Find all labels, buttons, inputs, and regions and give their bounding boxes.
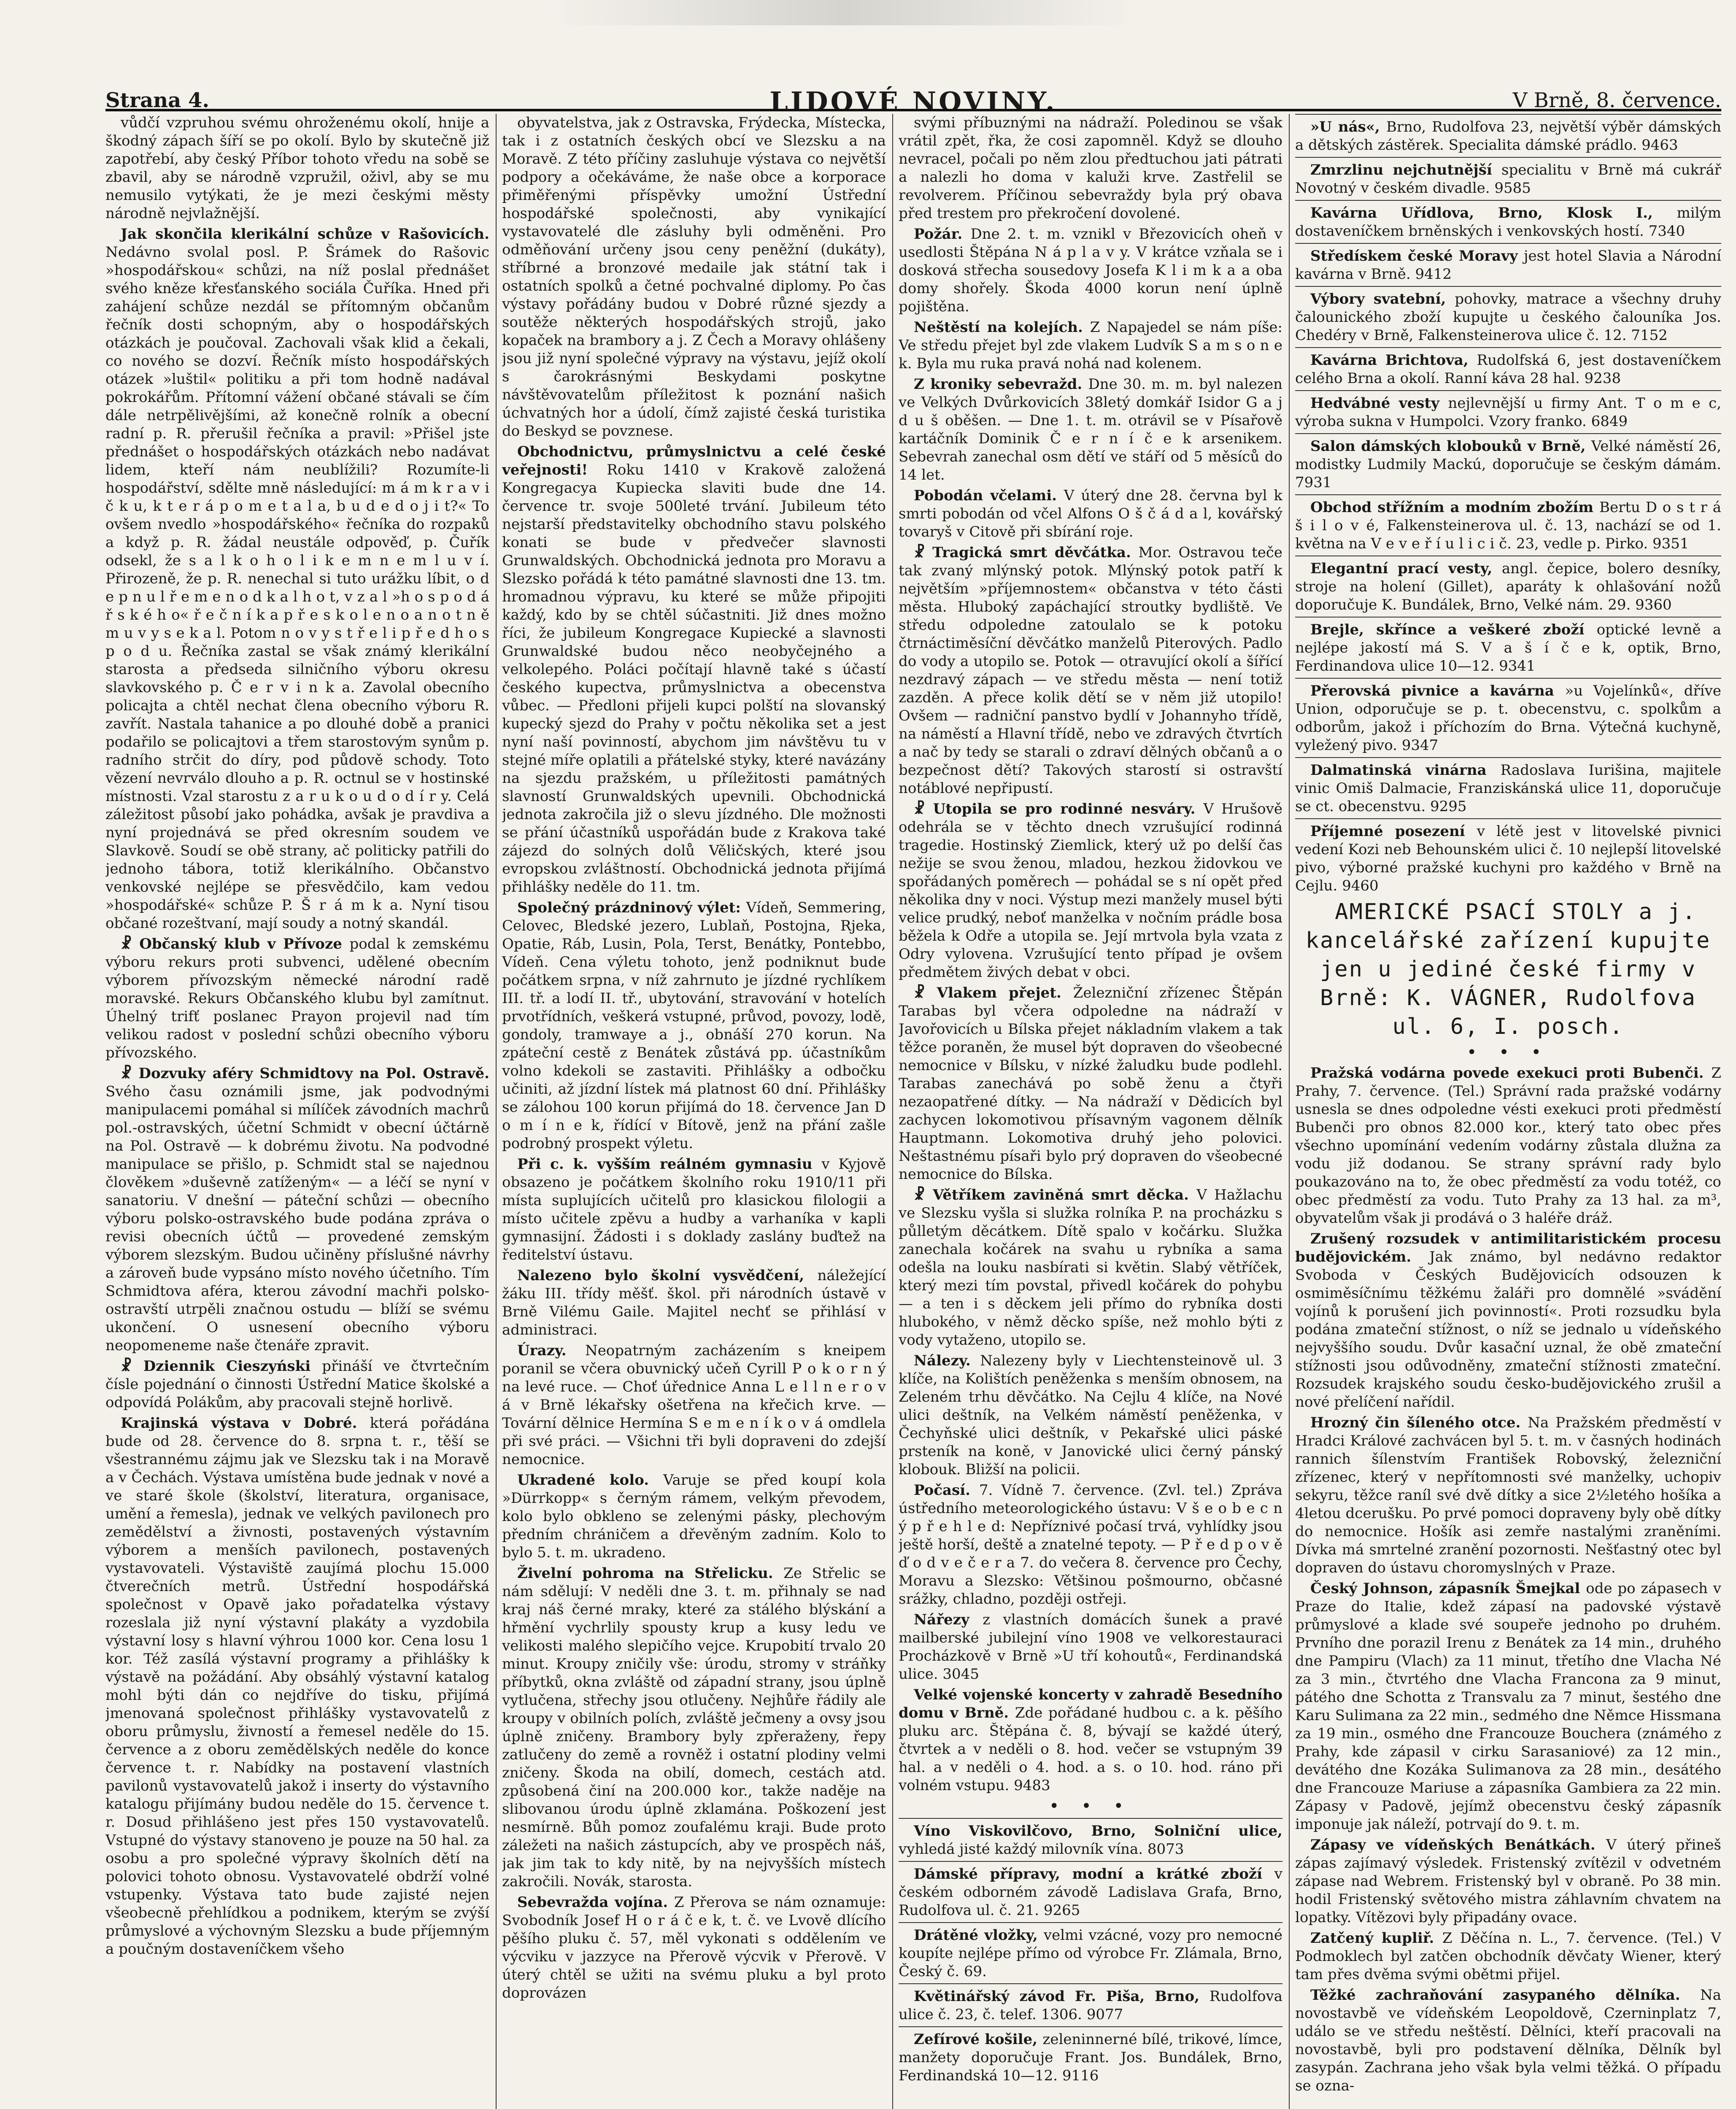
article-headline: Pražská vodárna povede exekuci proti Bubenči.	[1310, 1065, 1712, 1081]
article-body: Brno, Rudolfova 23, největší výběr dámských a dětských zástěrek. Specialita dámské prádlo. 9463	[1295, 119, 1721, 154]
advertisement	[1295, 818, 1721, 895]
article-headline: Nářezy	[914, 1611, 983, 1628]
article-headline: Zápasy ve vídeňských Benátkách.	[1310, 1837, 1606, 1853]
article-body: Vídeň, Semmering, Celovec, Bledské jezero, Lublaň, Postojna, Rjeka, Opatie, Ráb, Lusin, Pola, Terst, Benátky, Pontebbo, Vídeň. Cena výletu tohoto, jenž podniknut bude počátkem srpna, v níž zahrnuto je jízdné rychlíkem III. tř. a lodí II. tř., ubytování, stravování v hotelích prvotřídních, veškerá vstupné, průvod, povozy, lodě, gondoly, tramwaye a j., obnáší 270 korun. Na zpáteční cestě z Benátek zůstává pp. účastníkům volno kdekoli se zastaviti. Přihlášky a odbočku učiniti, až jízdní lístek má platnost 60 dní. Přihlášky se zálohou 100 korun přijímá do 18. července Jan D o m í n e k, řídící v Bítově, jenž na přání zašle podrobný prospekt výletu.	[502, 899, 886, 1152]
article-headline: ☧ Utopila se pro rodinné nesváry.	[914, 801, 1204, 817]
news-article	[899, 1686, 1282, 1795]
article-body: milým dostaveníčkem brněnských i venkovských hostí. 7340	[1295, 205, 1721, 240]
article-headline: ☧ Občanský klub v Přívoze	[121, 936, 350, 952]
article-body: Varuje se před koupí kola »Dürrkopp« s černým rámem, velkým převodem, kolo bylo obkleno se zelenými pásky, plechovým předním chráničem a dřevěným zadním. Kolo to bylo 5. t. m. ukradeno.	[502, 1472, 886, 1561]
column-1	[105, 114, 489, 2109]
news-article	[1295, 1929, 1721, 1984]
article-headline: Jak skončila klerikální schůze v Rašovicích.	[121, 226, 489, 243]
article-body: • • •	[1049, 1796, 1132, 1816]
article-headline: Zmrzlinu nejchutnější	[1310, 162, 1501, 178]
article-body: Velké náměstí 26, modistky Ludmily Mackú, doporučuje se českým dámám. 7931	[1295, 438, 1721, 491]
article-headline: Elegantní prací vesty,	[1310, 560, 1502, 577]
article-body: V úterý přineš zápas zajímavý výsledek. Fristenský zvítězil v odvetném zápase nad Webrem. Fristenský byl v obraně. Po 38 min. hodil Fristenský světového mistra záhlavním chvatem na lopatky. Vítězovi byly připadány ovace.	[1295, 1837, 1721, 1926]
article-body: Radoslava Iurišina, majitele vinic Omiš Dalmacie, Franziskánská ulice 11, doporučuje se ct. obecenstvu. 9295	[1295, 762, 1721, 815]
article-headline: Živelní pohroma na Střelicku.	[517, 1565, 784, 1582]
article-headline: Sebevražda vojína.	[517, 1894, 674, 1911]
article-headline: Středískem české Moravy	[1310, 248, 1524, 264]
article-headline: Kavárna Brichtova,	[1310, 352, 1477, 369]
article-body: v létě jest v litovelské pivnici vedení Kozi neb Behounském ulici č. 10 nejlepší litovelské pivo, výborné pražské kuchyni pro každého v Brně na Cejlu. 9460	[1295, 823, 1721, 894]
article-body: Železniční zřízenec Štěpán Tarabas byl včera odpoledne na nádraží v Javořovicích u Bílska přejet nákladním vlakem a tak těžce poraněn, že musel být dopraven do všeobecné nemocnice v Bílsku, v nízké žaludku bude podlehl. Tarabas zanechává po sobě ženu a čtyři nezaopatřené dítky. — Na nádraží v Dědicích byl zachycen lokomotivou přísavným vagonem dělník Hauptmann. Lokomotiva druhý jeho polovici. Neštastnému písaři bylo prý dopraven do všeobecné nemocnice do Bílska.	[899, 984, 1282, 1183]
article-body: Z Děčína n. L., 7. července. (Tel.) V Podmoklech byl zatčen obchodník děvčaty Wiener, který tam přes dvěma svými obětmi přijel.	[1295, 1930, 1721, 1983]
section-divider	[899, 1797, 1282, 1815]
article-body: V Hrušově odehrála se v těchto dnech vzrušující rodinná tragedie. Hostinský Ziemlick, který už po delší čas nežije se svou ženou, mladou, hezkou židovkou ve spořádaných poměrech — pohádal se s ní opět před několika dny v noci. Výstup mezi manžely musel býti velice prudký, neboť manželka v nočním prádle bosa běžela k Odře a utopila se. Její mrtvola byla vzata z Odry vylovena. Vzrušující tento případ je ovšem předmětem živých debat v obci.	[899, 801, 1282, 981]
article-body: Na novostavbě ve vídeňském Leopoldově, Czerninplatz 7, událo se ve středu neštěstí. Dělníci, kteří pracovali na novostavbě, byli pro podstavení dělníka, Dělník byl zasypán. Zachrana jeho však byla velmi těžká. O případu se ozna-	[1295, 1987, 1721, 2094]
advertisement	[1295, 678, 1721, 755]
article-headline: Český Johnson, zápasník Šmejkal	[1310, 1580, 1586, 1597]
article-headline: Velké vojenské koncerty v zahradě Besedního domu v Brně.	[899, 1686, 1282, 1721]
article-headline: Dalmatinská vinárna	[1310, 762, 1501, 779]
advertisement	[1295, 390, 1721, 431]
article-headline: Výbory svatební,	[1310, 291, 1455, 307]
article-body: Dne 2. t. m. vznikl v Březovicích oheň v usedlosti Štěpána N á p l a v y. V krátce vzňala se i dosková střecha sousedovy Josefa K l i m k a a oba domy shořely. Škoda 4000 korun není úplně pojištěna.	[899, 226, 1282, 315]
advertisement	[1295, 243, 1721, 283]
article-headline: Drátěné vložky,	[914, 1927, 1044, 1944]
advertisement	[1295, 157, 1721, 197]
advertisement	[1295, 433, 1721, 492]
article-headline: Víno Viskovilčovo, Brno, Solniční ulice,	[914, 1823, 1282, 1839]
article-body: v Kyjově obsazeno je počátkem školního roku 1910/11 při místa suplujících učitelů pro klasickou filologii a místo učitele zpěvu a hudby a varhaníka v kapli gymnasijní. Žádosti i s doklady zaslány buďtež na ředitelství ústavu.	[502, 1156, 886, 1263]
article-body: optické levně a nejlépe jakostí má S. V a š í č e k, optik, Brno, Ferdinandova ulice 10—12. 9341	[1295, 621, 1721, 674]
article-headline: Salon dámských klobouků v Brně,	[1310, 438, 1591, 455]
news-article	[502, 1893, 886, 2002]
article-body: v českém odborném závodě Ladislava Grafa, Brno, Rudolfova ul. č. 21. 9265	[899, 1866, 1282, 1919]
article-body: angl. čepice, bolero desníky, stroje na holení (Gillet), aparáty k ohlašování nožů doporučuje K. Bundálek, Brno, Velké nám. 29. 9360	[1295, 560, 1721, 613]
article-body: náležející žáku III. třídy měšť. škol. při národních ústavě v Brně Vilému Gaile. Majitel nechť se přihlásí v administraci.	[502, 1267, 886, 1338]
column-separator	[892, 114, 893, 2109]
article-body: Jak známo, byl nedávno redaktor Svoboda v Českých Budějovicích odsouzen k osmiměsíčnímu těžkému žaláři pro domnělé »svádění vojínů k porušení jich povinností«. Proti rozsudku byla podána zmateční stížnost, o níž se jednalo u vídeňského nejvyššího soudu. Dvůr kasační uznal, že obě zmateční stížnosti jsou odůvodněny, zmateční stížnosti zmateční. Rozsudek krajského soudu česko-budějovického zrušil a nové přelíčení nařídil.	[1295, 1249, 1721, 1410]
article-body: z vlastních domácích šunek a pravé mailberské jubilejní víno 1908 ve velkorestauraci Procházkově v Brně »U tří kohoutů«, Ferdinandská ulice. 3045	[899, 1611, 1282, 1683]
article-body: Dne 30. m. m. byl nalezen ve Velkých Dvůrkovicích 38letý domkář Isidor G a j d u š oběšen. — Dne 1. t. m. otrávil se v Písařově kartáčník Dominik Č e r n í č e k arsenikem. Sebevrah zanechal osm dětí ve stáří od 5 měsíců do 14 let.	[899, 376, 1282, 483]
article-body: Z Napajedel se nám píše: Ve středu přejet byl zde vlakem Ludvík S a m s o n e k. Byla mu ruka pravá nohá nad kolenem.	[899, 319, 1282, 372]
article-headline: Počasí.	[914, 1482, 980, 1499]
column-2	[502, 114, 886, 2109]
article-headline: Krajinská výstava v Dobré.	[121, 1415, 370, 1432]
news-article	[502, 1471, 886, 1562]
news-article	[1295, 1230, 1721, 1411]
news-article	[105, 225, 489, 933]
article-body: Neopatrným zacházením s kneipem poranil se včera obuvnický učeň Cyrill P o k o r n ý na levé ruce. — Choť úřednice Anna L e l l n e r o v á v Brně lékařsky ošetřena na křečich krve. — Tovární dělnice Hermína S e m e n í k o v á omdlela při své práci. — Všichni tři byli dopraveni do zdejší nemocnice.	[502, 1342, 886, 1468]
article-body: ode po zápasech v Praze do Italie, kdež zápasí na padovské výstavě průmyslové a klade své soupeře jednoho po druhém. Prvního dne porazil Irenu z Benátek za 14 min., druhého dne Pampiru (Vlach) za 11 minut, třetího dne Vlacha Né za 3 min., čtvrtého dne Vlacha Francona za 9 minut, pátého dne Schotta z Transvalu za 7 minut, šestého dne Karu Sulimana za 22 min., sedmého dne Němce Hissmana za 19 min., osmého dne Francouze Bouchera (známého z Prahy, kde zápasil v cirku Sarasaniové) za 12 min., devátého dne Kozáka Sulimanova za 28 min., desátého dne Francouze Mariuse a zápasníka Gambiera za 22 min. Zápasy v Padově, jejímž obecenstvu český zápasník imponuje jak náleží, potrvají do 9. t. m.	[1295, 1580, 1721, 1833]
article-headline: ☧ Větříkem zaviněná smrt děcka.	[914, 1187, 1197, 1203]
article-body: »u Vojelínků«, dříve Union, odporučuje se p. t. obecenstvu, c. spolkům a odborům, jakož i příchozím do Brna. Výtečná kuchyně, vyležený pivo. 9347	[1295, 682, 1721, 754]
article-headline: Při c. k. vyšším reálném gymnasiu	[517, 1156, 822, 1173]
article-headline: Hedvábné vesty	[1310, 395, 1448, 412]
advertisement	[1295, 114, 1721, 154]
article-headline: ☧ Dziennik Cieszyński	[121, 1358, 322, 1375]
article-headline: ☧ Dozvuky aféry Schmidtovy na Pol. Ostravě.	[121, 1065, 489, 1082]
news-article	[899, 318, 1282, 373]
page-number: Strana 4.	[105, 89, 210, 112]
article-body: Svého času oznámili jsme, jak podvodnými manipulacemi pomáhal si mílíček závodních machrů pol.-ostravských, účetní Schmidt v obecní účtárně na Pol. Ostravě — k dobrému životu. Na podvodné manipulace se přišlo, p. Schmidt stal se najednou člověkem »duševně zatíženým« — a léčí se nyní v sanatoriu. V dnešní — páteční schůzi — obecního výboru polsko-ostravského bude podána zpráva o revisi obecních účtů — provedené zemským výborem slezským. Budou učiněny příslušné návrhy a zároveň bude vypsáno místo nového účetního. Tím Schmidtova aféra, kterou závodní machři polsko-ostravští utrpěli značnou ostudu — blíží se svému ukončení. O usnesení obecního výboru neopomeneme naše čtenáře zpravit.	[105, 1083, 489, 1354]
news-article	[105, 1357, 489, 1412]
article-body: přináší ve čtvrtečním čísle pojednání o činnosti Ústřední Matice školské a odpovídá Polákům, aby pracovali stejně horlivě.	[105, 1358, 489, 1411]
article-body: Mor. Ostravou teče tak zvaný mlýnský potok. Mlýnský potok patří k největším »příjemnostem« občanstva v této části města. Hluboký zapáchající stroutky bydliště. Ve středu odpoledne zatoulalo se k potoku čtrnáctiměsíční děvčátko manželů Piterových. Padlo do vody a utopilo se. Potok — otravující okolí a šířící nezdravý zápach — ve středu města — není totiž zazděn. A přece kolik dětí se v něm již utopilo! Ovšem — radniční panstvo bydlí v Johannyho třídě, na náměstí a Hlavní třídě, nebo ve zdravých čtvrtích a nač by tedy se starali o zdraví dělných občanů a o bezpečnost dětí? Takových starostí si ostravští notáblové nepřipustí.	[899, 544, 1282, 797]
news-article	[899, 800, 1282, 982]
article-headline: Společný prázdninový výlet:	[517, 899, 746, 916]
article-headline: Nálezy.	[914, 1352, 980, 1369]
article-body: obyvatelstva, jak z Ostravska, Frýdecka, Místecka, tak i z ostatních českých obcí ve Slezsku a na Moravě. Z této příčiny zasluhuje výstava co největší podpory a očekáváme, že naše obce a korporace přiměřenými příspěvky umožní Ústřední hospodářské společnosti, aby vynikající vystavovatelé dle zásluhy byli odměněni. Pro odměňování určeny jsou ceny peněžní (dukáty), stříbrné a bronzové medaile jak státní tak i ostatních spolků a četné pochvalné diplomy. Po čas výstavy pořádány budou v Dobré různé sjezdy a soutěže některých hospodářských strojů, jako kopaček na brambory a j. Z Čech a Moravy ohlášeny jsou již nyní společné výpravy na výstavu, jejíž okolí s čarokrásnými Beskydami poskytne návštěvovatelům příležitost k poznání našich úchvatných hor a údolí, čímž zajisté česká turistika do Beskyd se povznese.	[502, 114, 886, 440]
article-headline: Požár.	[914, 226, 971, 243]
header-rule	[105, 109, 1721, 111]
column-separator	[1289, 114, 1290, 2109]
column-4	[1295, 114, 1721, 2109]
news-article	[899, 375, 1282, 484]
article-headline: »U nás«,	[1310, 119, 1386, 135]
article-body: AMERICKÉ PSACÍ STOLY a j. kancelářské zařízení kupujte jen u jediné české firmy v Brně: K. VÁGNER, Rudolfova ul. 6, I. posch.	[1305, 899, 1711, 1039]
news-article	[899, 1352, 1282, 1479]
article-body: Bertu D o s t r á š i l o v é, Falkensteinerova ul. č. 13, nachází se od 1. května na V e v e ř í u l i c i č. 23, vedle p. Pirko. 9351	[1295, 499, 1721, 552]
news-article	[1295, 1836, 1721, 1927]
article-body: podal k zemskému výboru rekurs proti subvenci, udělené obecním výborem přívozským německé národní radě moravské. Rekurs Občanského klubu byl zamítnut. Úhelný trifť poslanec Prayon projevil nad tím velikou radost v poslední schůzi obecního výboru přívozského.	[105, 936, 489, 1061]
advertisement	[1295, 286, 1721, 345]
news-article	[105, 935, 489, 1062]
article-body: V Hažlachu ve Slezsku vyšla si služka rolníka P. na procházku s půlletým děcátkem. Dítě spalo v kočárku. Služka zanechala kočárek na svahu u rybníka a sama odešla na louku nasbírati si květin. Slabý větříček, který mezi tím povstal, přivedl kočárek do pohybu — a ten i s děckem jeli přímo do rybníka dosti hlubokého, v němž děcko spíše, než mohlo býti z vody vytaženo, utopilo se.	[899, 1187, 1282, 1348]
news-article	[502, 899, 886, 1153]
news-article	[502, 1564, 886, 1891]
advertisement	[899, 1818, 1282, 1858]
article-headline: Obchodnictvu, průmyslnictvu a celé české veřejnosti!	[502, 443, 886, 478]
display-advertisement	[1295, 898, 1721, 1041]
news-article	[502, 1267, 886, 1339]
article-headline: Těžké zachraňování zasypaného dělníka.	[1310, 1987, 1700, 2004]
news-article	[1295, 1064, 1721, 1227]
article-headline: Pobodán včelami.	[914, 487, 1064, 504]
article-body: vůdčí vzpruhou svému ohroženému okolí, hnije a škodný zápach šíří se po okolí. Bylo by skutečně již zapotřebí, aby český Příbor tohoto vředu na sobě se zbavil, aby se národně vzpružil, oživl, aby se mu nemusilo vytýkati, že je mezi českými městy národně nejvlažnější.	[105, 114, 489, 222]
article-body: 7. Vídně 7. července. (Zvl. tel.) Zpráva ústředního meteorologického ústavu: V š e o b e c n ý p ř e h l e d: Nepříznivé počasí trvá, vyhlídky jsou ještě horší, deště a znatelné tepoty. — P ř e d p o v ě ď o d v e č e r a 7. do večera 8. července pro Čechy, Moravu a Slezsko: Většinou pošmourno, občasné srážky, chladno, později ostřeji.	[899, 1482, 1282, 1607]
news-article	[502, 114, 886, 440]
article-headline: Hrozný čin šíleného otce.	[1310, 1414, 1528, 1431]
advertisement	[1295, 347, 1721, 388]
article-headline: Zatčený kupliř.	[1310, 1930, 1442, 1947]
article-headline: Neštěstí na kolejích.	[914, 319, 1090, 336]
article-headline: ☧ Tragická smrt děvčátka.	[914, 544, 1139, 561]
article-headline: Obchod střížním a modním zbožím	[1310, 499, 1599, 516]
article-headline: Přerovská pivnice a kavárna	[1310, 682, 1565, 699]
article-body: pohovky, matrace a všechny druhy čalounického zboží kupujte u českého čalouníka Jos. Chedéry v Brně, Falkensteinerova ulice č. 12. 7152	[1295, 291, 1721, 344]
article-headline: Z kroniky sebevražd.	[914, 376, 1088, 393]
advertisement	[899, 2026, 1282, 2085]
article-body: V úterý dne 28. června byl k smrti pobodán od včel Alfons O š č á d a l, kovářský tovaryš v Citově při sbírání roje.	[899, 487, 1282, 540]
news-article	[105, 114, 489, 223]
column-3	[899, 114, 1282, 2109]
print-smudge	[548, 0, 1139, 25]
news-article	[502, 1342, 886, 1469]
article-body: Ze Střelic se nám sdělují: V neděli dne 3. t. m. přihnaly se nad kraj náš černé mraky, které za stálého blýskání a hřmění vychrlily spousty krup a kusy ledu ve velikosti malého slepičího vejce. Krupobití trvalo 20 minut. Kroupy zničily vše: úrodu, stromy v stráňky příbytků, okna zvláště od západní strany, jsou úplně vytlučena, střechy jsou otlučeny. Nejhůře řádily ale kroupy v obilních polích, zvláště ječmeny a ovsy jsou úplně zničeny. Brambory byly zpřeraženy, řepy zatlučeny do země a rovněž i ostatní plodiny velmi zničeny. Škoda na obilí, domech, cestách atd. způsobená činí na 200.000 kor., takže naděje na slibovanou úrodu úplně zklamána. Poškození jest nesmírně. Bůh pomoz zoufalému kraji. Bude proto záležeti na našich zástupcích, aby ve prospěch náš, jak jim tak to kdy nitě, by na nejvyšších místech zakročili. Novák, starosta.	[502, 1565, 886, 1890]
news-article	[1295, 1986, 1721, 2095]
advertisement	[1295, 617, 1721, 675]
article-body: Nedávno svolal posl. P. Šrámek do Rašovic »hospodářskou« schůzi, na níž poslal přednášet svého kněze křesťanského sociála Čuříka. Hned při zahájení schůze nezdál se přítomným občanům řečník dosti schopným, aby o hospodářských otázkách je poučoval. Zachovali však klid a čekali, co nového se dozví. Řečník místo hospodářských otázek »luštil« politiku a při tom hodně nadával pokrokářům. Přítomní vážení občané stávali se čím dále netrpělivějšími, až konečně rolník a obecní radní p. R. přerušil řečníka a pravil: »Přišel jste přednášet o hospodářských otázkách nebo nadávat lidem, kteří nám neublížili? Rozumíte-li hospodářství, sdělte mně následující: m á m k r a v i č k u, k t e r á p o m e t a l a, b u d e d o j i t?« To ovšem nvedlo »hospodářského« řečníka do rozpaků a když p. R. žádal neustále odpověď, p. Čuřík odsekl, že s a l k o h o l i k e m n e m l u v í. Přirozeně, že p. R. nenechal si tuto urážku líbit, o d e p n u l ř e m e n o d k a l h o t, v z a l »h o s p o d á ř s k é h o« ř e č n í k a p ř e s k o l e n o a n o t n ě m u v y s e k a l. Potom n o v y s t ř e l i p ř e d h o s p o d u. Řečníka zastal se však známý klerikální starosta a předseda silničního výboru okresu slavkovského p. Č e r v i n k a. Zavolal obecního policajta a chtěl nechat člena obecního výboru R. zavřít. Nastala tahanice a po dlouhé době a pranici podařilo se policajtovi a třem starostovým synům p. radního strčit do díry, pod půdově schody. Toto vězení nevrválo dlouho a p. R. octnul se v hostinské místnosti. Vzal starostu z a r u k o u d o d í r y. Celá záležitost působí jako pohádka, avšak je pravdiva a nyní projednává se před okresním soudem ve Slavkově. Soudí se obě strany, ač politicky patřili do jednoho tábora, totiž klerikálního. Občanstvo venkovské nejlépe se přesvědčilo, kam vedou »hospodářské« schůze P. Š r á m k a. Nyní tisou občané rozeštvaní, mají soudy a notný skandál.	[105, 244, 489, 932]
article-body: Z Prahy, 7. července. (Tel.) Správní rada pražské vodárny usnesla se dnes odpoledne vésti exekuci proti předměstí Bubenči pro obnos 82.000 kor., který tato obec přes všechno upomínání vedením vodárny zůstala dlužna za vodu již dodanou. Se strany správní rady bylo poukazováno na to, že obec předměstí za vodu totéž, co obec předměstí za vodu. Tuto Prahy za 13 hal. za m³, obyvatelům však ji prodává o 3 haléře dráž.	[1295, 1065, 1721, 1227]
news-article	[502, 443, 886, 896]
advertisement	[1295, 494, 1721, 553]
article-headline: Brejle, skřínce a veškeré zboží	[1310, 621, 1597, 638]
news-article	[899, 984, 1282, 1184]
column-separator	[496, 114, 497, 2109]
news-article	[899, 487, 1282, 541]
section-divider	[1295, 1044, 1721, 1062]
news-article	[899, 1611, 1282, 1683]
article-body: svými příbuznými na nádraží. Poledinou se však vrátil zpět, řka, že cosi zapomněl. Když se dlouho nevracel, počali po něm zlou předtuchou jati pátrati a nalezli ho doma v kaluži krve. Zastřelil se revolverem. Příčinou sebevraždy byla prý obava před trestem pro překročení dovolené.	[899, 114, 1282, 222]
news-article	[899, 114, 1282, 223]
news-article	[899, 225, 1282, 316]
news-article	[1295, 1580, 1721, 1834]
article-body: specialitu v Brně má cukrář Novotný v českém divadle. 9585	[1295, 162, 1721, 197]
article-headline: Zrušený rozsudek v antimilitaristickém procesu budějovickém.	[1295, 1230, 1721, 1265]
article-headline: ☧ Vlakem přejet.	[914, 984, 1073, 1001]
article-body: Z Přerova se nám oznamuje: Svobodník Josef H o r á č e k, t. č. ve Lvově dlícího pěšího pluku č. 57, měl vykonati s oddělením ve výcviku v jazzyce na Přerově výcvik v Přerově. V úterý chtěl se užiti na svému pluku a byl proto doprovázen	[502, 1894, 886, 2001]
news-article	[1295, 1414, 1721, 1577]
advertisement	[1295, 200, 1721, 240]
article-body: vyhledá jisté každý milovník vína. 8073	[899, 1841, 1184, 1858]
article-body: která pořádána bude od 28. července do 8. srpna t. r., těší se všestrannému zájmu jak ve Slezsku tak i na Moravě a v Čechách. Výstava umístěna bude jednak v nové a ve staré škole (školství, literatura, organisace, umění a řemesla), jednak ve velkých pavilonech pro zemědělství a živnosti, postavených výstavním výborem a menších pavilonech, postavených vystavovateli. Výstaviště zaujímá plochu 15.000 čtverečních metrů. Ústřední hospodářská společnost v Opavě jako pořadatelka výstavy rozeslala již nyní výstavní plakáty a vyzdobila výstavní losy s hlavní výhrou 1000 kor. Cena losu 1 kor. Též zasílá výstavní programy a přihlášky k výstavě na požádání. Aby obsáhlý výstavní katalog mohl býti dán co nejdříve do tisku, přijímá jmenovaná společnost přihlášky vystavovatelů z oboru průmyslu, živností a řemesel neděle do 15. července a z oboru zemědělských neděle do konce července t. r. Nabídky na postavení vlastních pavilonů vystavovatelů jakož i inserty do výstavního katalogu přijímány budou neděle do 15. července t. r. Dosud přihlášeno jest přes 150 vystavovatelů. Vstupné do výstavy stanoveno je pouze na 50 hal. za osobu a pro společné výpravy školních dětí na polovici tohoto obnosu. Vystavovatelé obdrží volné vstupenky. Výstava tato bude zajisté nejen všeobecně přehlídkou a podnikem, kterým se zvýší průmyslové a výchovným Slezsku a bude příjemným a poučným dostaveníčkem všeho	[105, 1415, 489, 1958]
article-headline: Kavárna Uřídlova, Brno, Klosk I.,	[1310, 205, 1677, 221]
news-article	[105, 1414, 489, 1958]
news-article	[899, 544, 1282, 798]
article-headline: Příjemné posezení	[1310, 823, 1477, 840]
article-body: Zde pořádané hudbou c. a k. pěšího pluku arc. Štěpána č. 8, bývají se každé úterý, čtvrtek a v neděli o 8. hod. večer se vstupným 39 hal. a v neděli o 4. hod. a s. o 10. hod. ráno při volném vstupu. 9483	[899, 1704, 1282, 1794]
news-article	[502, 1155, 886, 1264]
article-body: nejlevnější u firmy Ant. T o m e c, výroba sukna v Humpolci. Vzory franko. 6849	[1295, 395, 1721, 430]
news-article	[899, 1186, 1282, 1349]
advertisement	[1295, 556, 1721, 614]
article-body: Rudolfova ulice č. 23, č. telef. 1306. 9077	[899, 1988, 1282, 2023]
advertisement	[1295, 757, 1721, 816]
issue-date: V Brně, 8. července.	[1512, 89, 1721, 112]
news-article	[105, 1065, 489, 1355]
news-article	[899, 1481, 1282, 1608]
article-body: velmi vzácné, vozy pro nemocné koupíte nejlépe přímo od výrobce Fr. Zlámala, Brno, Český č. 69.	[899, 1927, 1282, 1980]
article-body: Na Pražském předměstí v Hradci Králové zachvácen byl 5. t. m. v časných hodinách rannich šílenstvím František Robovský, železniční zřízenec, který v nepřítomnosti své manželky, uchopiv sekyru, těžce raníl své dvě dítky a sice 2½letého hošíka a 4letou dcerušku. Po prvé pomoci dopraveny byly obě dítky do nemocnice. Hošík asi zemře nastalými zraněními. Dívka má smrtelné zranění pozornosti. Nešťastný otec byl dopraven do ústavu choromyslných v Praze.	[1295, 1414, 1721, 1576]
newspaper-title: LIDOVÉ NOVINY.	[769, 86, 1057, 117]
article-headline: Zefírové košile,	[914, 2031, 1043, 2048]
article-headline: Úrazy.	[517, 1342, 585, 1359]
article-body: Nalezeny byly v Liechtensteinově ul. 3 klíče, na Kolištích peněženka s menším obnosem, na Zeleném trhu děvčátko. Na Cejlu 4 klíče, na Nové ulici deštník, na Velkém náměstí peněženka, v Čechyňské ulici deštník, v Pekařské ulici páské prsteník na koně, v Janovické ulici černý pánský klobouk. Bližší na policii.	[899, 1352, 1282, 1478]
advertisement	[899, 1922, 1282, 1981]
article-body: • • •	[1466, 1043, 1550, 1062]
article-headline: Nalezeno bylo školní vysvědčení,	[517, 1267, 818, 1284]
article-body: Roku 1410 v Krakově založená Kongregacya Kupiecka slaviti bude dne 14. července tr. svoje 500leté trvání. Jubileum této nejstarší představitelky obchodního stavu polského konati se bude v předvečer slavnosti Grunwaldských. Obchodnická jednota pro Moravu a Slezsko pořádá k této památné slavnosti dne 13. tm. hromadnou výpravu, ku které se může připojiti každý, kdo by se chtěl súčastniti. Již dnes možno říci, že jubileum Kongregace Kupiecké a slavnosti Grunwaldské budou něco neobyčejného a velkolepého. Poláci počítají hlavně také s účastí českého kupectva, průmyslnictva a obecenstva vůbec. — Předloni přijeli kupci polští na slovanský kupecký sjezd do Prahy v počtu několika set a jest nyní naší povinností, abychom jim návštěvu tu v stejné míře oplatili a přátelské styky, které navázány na sjezdu pražském, u příležitosti památných slavností Grunwaldských upevnili. Obchodnická jednota zakročila již o slevu jízdného. Dle možnosti se přání účastníků uspořádán bude z Krakova také zájezd do solných dolů Věličských, které jsou evropskou zvláštností. Obchodnická jednota přijímá přihlášky neděle do 11. tm.	[502, 461, 886, 895]
article-headline: Ukradené kolo.	[517, 1472, 664, 1489]
article-headline: Květinářský závod Fr. Piša, Brno,	[914, 1988, 1210, 2005]
advertisement	[899, 1861, 1282, 1920]
article-body: jest hotel Slavia a Národní kavárna v Brně. 9412	[1295, 248, 1721, 283]
article-headline: Dámské přípravy, modní a krátké zboží	[914, 1866, 1274, 1882]
article-body: Rudolfská 6, jest dostaveníčkem celého Brna a okolí. Ranní káva 28 hal. 9238	[1295, 352, 1721, 387]
article-body: zeleninnerné bílé, trikové, límce, manžety doporučuje Frant. Jos. Bundálek, Brno, Ferdinandská 10—12. 9116	[899, 2031, 1282, 2084]
advertisement	[899, 1983, 1282, 2024]
